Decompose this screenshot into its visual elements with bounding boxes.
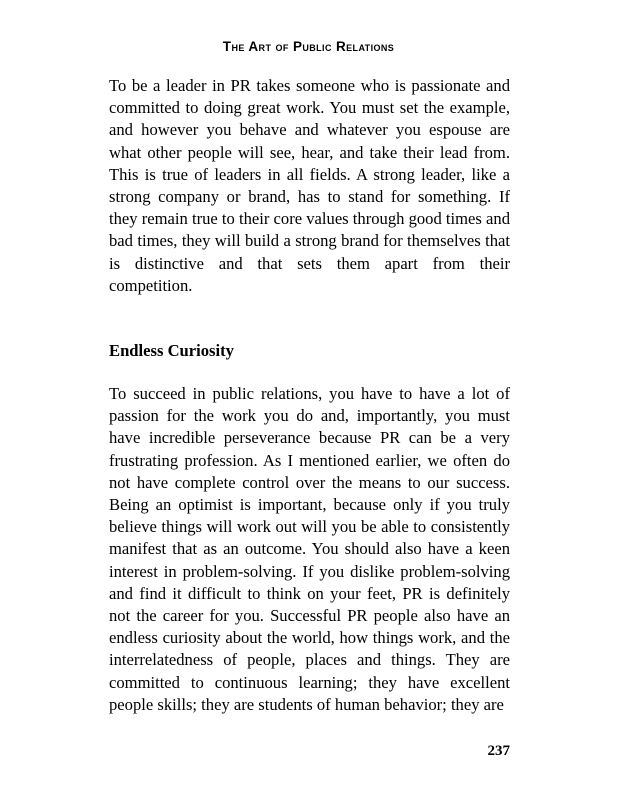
section-heading: Endless Curiosity — [109, 341, 234, 360]
page-number: 237 — [487, 743, 510, 759]
body-paragraph-leadership: To be a leader in PR takes someone who is passionate and committed to doing great work. You must set the example, and however you behave and whatever you espouse are what other people will see, hear, and take their lead from. This is true of leaders in all fields. A strong leader, like a strong company or brand, has to stand for something. If they remain true to their core values through good times and bad times, they will build a strong brand for themselves that is distinctive and that sets them apart from their competition. — [109, 76, 510, 295]
body-paragraph-curiosity: To succeed in public relations, you have to have a lot of passion for the work you do and, importantly, you must have incredible perseverance because PR can be a very frustrating profession. As I mentioned earlier, we often do not have complete control over the means to our success. Being an optimist is important, because only if you truly believe things will work out will you be able to consistently manifest that as an outcome. You should also have a keen interest in problem-solving. If you dislike problem-solving and find it difficult to think on your feet, PR is definitely not the career for you. Successful PR people also have an endless curiosity about the world, how things work, and the interrelatedness of people, places and things. They are committed to continuous learning; they have excellent people skills; they are students of human behavior; they are — [109, 384, 510, 714]
running-header-title: The Art of Public Relations — [222, 39, 395, 54]
